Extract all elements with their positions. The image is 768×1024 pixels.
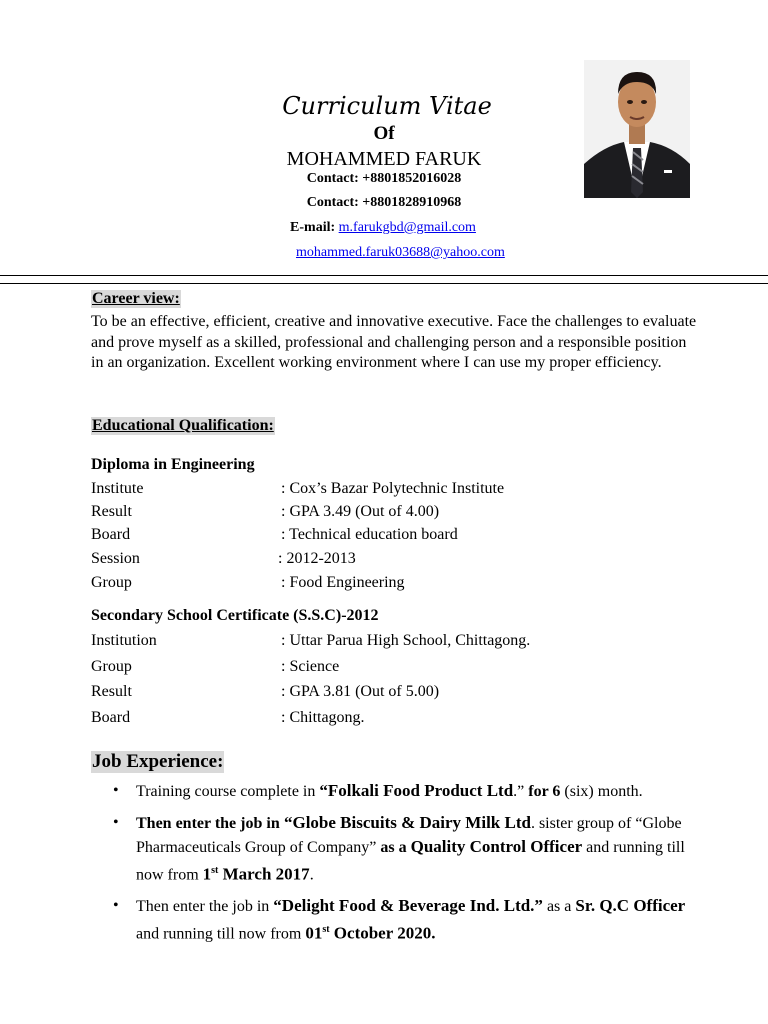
ssc-row (91, 683, 691, 705)
job-text: for 6 (528, 783, 561, 800)
row-label: Result (91, 503, 132, 520)
company-name: “Delight Food & Beverage Ind. Ltd.” (273, 896, 543, 916)
profile-photo (584, 60, 690, 198)
row-value: : Science (281, 658, 340, 675)
row-value: : Cox’s Bazar Polytechnic Institute (281, 480, 505, 497)
job-text: as a (376, 839, 411, 856)
diploma-title: Diploma in Engineering (91, 456, 255, 473)
job-text: Then enter the job in (136, 815, 280, 832)
row-label: Board (91, 526, 131, 543)
row-value: : Chittagong. (281, 709, 365, 726)
diploma-row (91, 550, 691, 572)
bullet: • (113, 897, 119, 915)
email-label: E-mail: (290, 220, 339, 235)
job-date: March 2017 (218, 864, 310, 884)
list-item (91, 894, 711, 945)
ssc-row (91, 709, 691, 731)
row-label: Session (91, 550, 140, 567)
email-line (0, 220, 766, 236)
job-date: October 2020. (329, 923, 436, 943)
email-link-gmail[interactable]: m.farukgbd@gmail.com (338, 220, 476, 235)
row-label: Group (91, 658, 132, 675)
row-value: : 2012-2013 (278, 550, 356, 567)
row-label: Institute (91, 480, 144, 497)
contact-phone-2: Contact: +8801828910968 (306, 195, 462, 210)
row-value: : GPA 3.81 (Out of 5.00) (281, 683, 440, 700)
job-text: (six) month. (560, 783, 643, 800)
ordinal-suffix: st (211, 865, 219, 876)
bullet: • (113, 782, 119, 799)
job-text: . sister group of (530, 815, 636, 832)
career-text: To be an effective, efficient, creative and innovative executive. Face the challenges to evaluate and prove myself as a skilled, professional and challenging person and a responsible position in an organization. Excellent working environment where I can use my proper efficiency. (91, 313, 697, 371)
ordinal-suffix: st (322, 924, 330, 936)
job-text: Training course complete in (136, 783, 320, 800)
cv-title: Curriculum Vitae (282, 92, 492, 120)
contact-phone-1: Contact: +8801852016028 (306, 171, 462, 186)
row-value: : Technical education board (281, 526, 458, 543)
job-text: Then enter the job in (136, 898, 274, 916)
cv-of: Of (373, 123, 395, 144)
job-heading: Job Experience: (92, 751, 224, 772)
row-value: : GPA 3.49 (Out of 4.00) (281, 503, 440, 520)
job-text: and running till now from (136, 925, 306, 943)
diploma-row (91, 526, 691, 548)
ssc-title: Secondary School Certificate (S.S.C)-2012 (91, 607, 379, 624)
job-date: 01 (305, 923, 323, 943)
ssc-row (91, 658, 691, 680)
email-link-yahoo[interactable]: mohammed.faruk03688@yahoo.com (296, 245, 505, 260)
company-name: “Globe Biscuits & Dairy Milk Ltd (279, 813, 531, 832)
row-value: : Food Engineering (281, 574, 405, 591)
job-text: . (309, 866, 314, 884)
diploma-row (91, 574, 691, 596)
top-rule-thin (0, 283, 768, 284)
job-title: Sr. Q.C Officer (575, 896, 686, 916)
ssc-row (91, 632, 691, 654)
email-line-2 (296, 245, 505, 261)
bullet: • (113, 814, 119, 831)
list-item (91, 811, 711, 886)
row-label: Institution (91, 632, 157, 649)
row-label: Result (91, 683, 132, 700)
row-label: Board (91, 709, 131, 726)
row-label: Group (91, 574, 132, 591)
diploma-row (91, 480, 691, 502)
job-text: as a (542, 898, 576, 916)
career-heading: Career view: (92, 290, 180, 307)
job-text: .” (513, 783, 529, 800)
diploma-row (91, 503, 691, 525)
job-title: Quality Control Officer (410, 837, 583, 856)
company-name: “Folkali Food Product Ltd (319, 781, 514, 800)
candidate-name: MOHAMMED FARUK (286, 148, 482, 170)
top-rule-thick (0, 275, 768, 276)
education-heading: Educational Qualification: (92, 417, 274, 434)
job-date: 1 (202, 864, 212, 884)
job-list (91, 779, 711, 954)
group-name: “Globe Pharmaceuticals Group of Company” (136, 815, 682, 856)
row-value: : Uttar Parua High School, Chittagong. (281, 632, 531, 649)
list-item (91, 779, 711, 803)
job-text: and running till now from (136, 839, 685, 884)
